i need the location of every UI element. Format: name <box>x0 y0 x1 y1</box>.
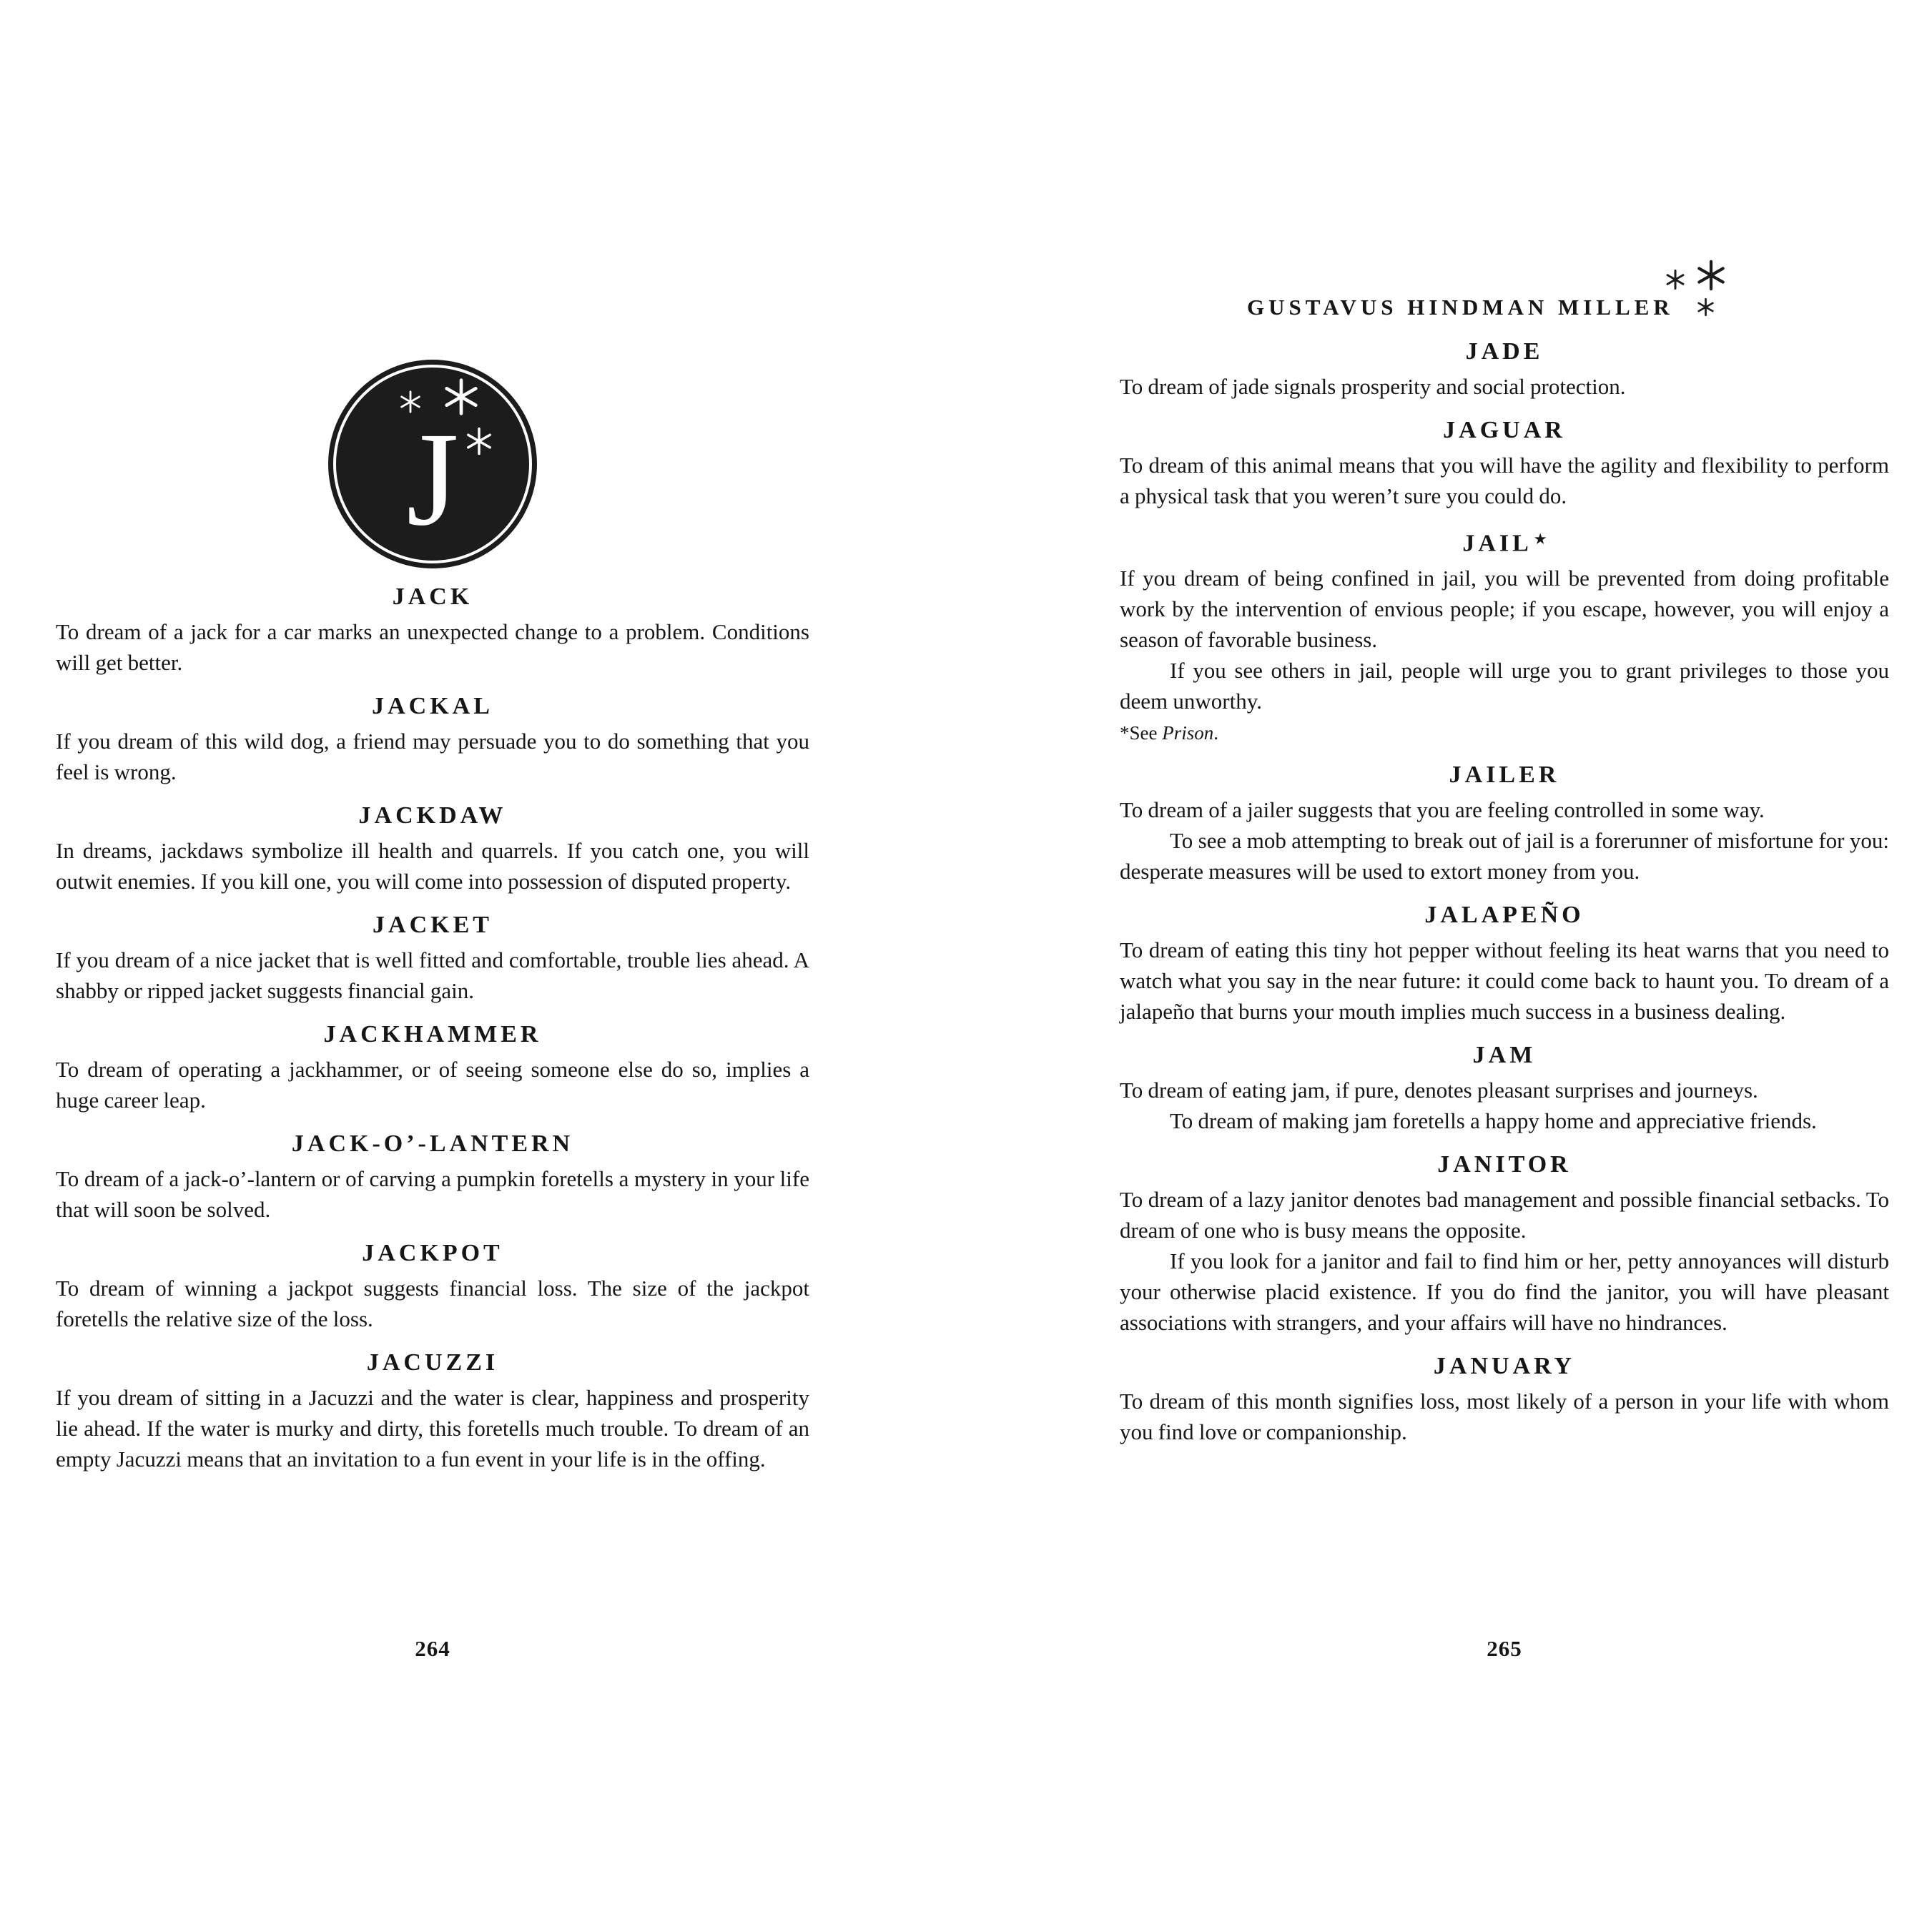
entry-paragraph: To dream of jade signals prosperity and social protection. <box>1120 374 1626 399</box>
entry-term <box>56 691 809 721</box>
sparkle-star-icon <box>464 426 494 456</box>
entry-term-text: JACKET <box>373 912 493 938</box>
entry-term <box>56 581 809 612</box>
entry-paragraph: If you dream of being confined in jail, you will be prevented from doing profitable work by the intervention of envious people; if you escape, however, you will enjoy a season of favorable business. <box>1120 566 1889 653</box>
entry-paragraph: To see a mob attempting to break out of jail is a forerunner of misfortune for you: desperate measures will be used to extort money from you. <box>1120 828 1889 884</box>
dictionary-entry <box>56 691 809 787</box>
dictionary-entry <box>1120 900 1889 1027</box>
dictionary-entry <box>56 910 809 1006</box>
entry-term-text: JAIL <box>1462 530 1532 557</box>
entry-paragraph: In dreams, jackdaws symbolize ill health and quarrels. If you catch one, you will outwit enemies. If you kill one, you will come into possession of disputed property. <box>56 838 809 894</box>
entry-term-text: JANUARY <box>1433 1353 1576 1380</box>
entry-term <box>1120 759 1889 790</box>
entry-term-text: JANITOR <box>1437 1151 1572 1178</box>
footnote-text: . <box>1213 722 1218 744</box>
entry-paragraph: To dream of a jack-o’-lantern or of carving a pumpkin foretells a mystery in your life that will soon be solved. <box>56 1166 809 1222</box>
entry-term <box>56 800 809 831</box>
chapter-letter: J <box>406 404 459 553</box>
entry-term <box>56 1347 809 1378</box>
entry-paragraph: To dream of a jailer suggests that you are feeling controlled in some way. <box>1120 797 1765 823</box>
entry-paragraph: To dream of eating this tiny hot pepper without feeling its heat warns that you need to watch what you say in the near future: it could come back to haunt you. To dream of a jalapeño that burns your mouth implies much success in a business dealing. <box>1120 937 1889 1025</box>
dictionary-entry <box>56 1128 809 1225</box>
footnote-reference-star-icon: ★ <box>1534 532 1547 547</box>
entry-paragraph: To dream of eating jam, if pure, denotes pleasant surprises and journeys. <box>1120 1078 1758 1103</box>
dictionary-entry <box>1120 415 1889 511</box>
sparkle-star-icon <box>1695 259 1728 292</box>
sparkle-star-icon <box>441 377 481 417</box>
dictionary-entry <box>56 581 809 678</box>
footnote-text: *See <box>1120 722 1163 744</box>
dictionary-entry <box>1120 524 1889 746</box>
left-page <box>56 0 809 1932</box>
entry-term-text: JALAPEÑO <box>1424 902 1584 929</box>
sparkle-star-icon <box>1665 269 1686 290</box>
entry-term-text: JAM <box>1472 1042 1537 1069</box>
entry-paragraph: To dream of winning a jackpot suggests financial loss. The size of the jackpot foretells the relative size of the loss. <box>56 1276 809 1331</box>
entry-paragraph: To dream of this month signifies loss, most likely of a person in your life with whom you find love or companionship. <box>1120 1389 1889 1445</box>
running-header-text: GUSTAVUS HINDMAN MILLER <box>1247 295 1674 320</box>
entry-term-text: JACKPOT <box>362 1240 503 1266</box>
entry-paragraph: To dream of making jam foretells a happy home and appreciative friends. <box>1170 1108 1817 1134</box>
dictionary-entry <box>56 1347 809 1474</box>
entry-paragraph: If you dream of a nice jacket that is well fitted and comfortable, trouble lies ahead. A shabby or ripped jacket suggests financial gain. <box>56 947 809 1003</box>
page-number-left: 264 <box>415 1636 450 1661</box>
entry-term-text: JACKDAW <box>358 802 507 829</box>
sparkle-star-icon <box>398 390 423 414</box>
entry-term <box>56 1238 809 1268</box>
right-page <box>1120 0 1889 1932</box>
dictionary-entry <box>56 1238 809 1334</box>
entry-term-text: JACUZZI <box>366 1349 499 1376</box>
sparkle-star-icon <box>1696 297 1715 317</box>
entry-term <box>1120 415 1889 445</box>
entry-paragraph: If you dream of sitting in a Jacuzzi and the water is clear, happiness and prosperity lie ahead. If the water is murky and dirty, this foretells much trouble. To dream of an empty Jacuzzi means that an invitation to a fun event in your life is in the offing. <box>56 1385 809 1472</box>
dictionary-entry <box>1120 1351 1889 1447</box>
entry-paragraph: To dream of this animal means that you will have the agility and flexibility to perform a physical task that you weren’t sure you could do. <box>1120 453 1889 508</box>
entry-term-text: JACK <box>392 583 473 610</box>
right-page-entries <box>1120 336 1889 1447</box>
entry-term <box>1120 900 1889 930</box>
dictionary-entry <box>1120 1149 1889 1338</box>
entry-term <box>1120 336 1889 367</box>
dictionary-entry <box>56 800 809 897</box>
entry-paragraph: If you dream of this wild dog, a friend may persuade you to do something that you feel is wrong. <box>56 729 809 784</box>
running-header <box>1120 286 1889 323</box>
entry-term-text: JACKHAMMER <box>323 1021 542 1048</box>
entry-term-text: JACKAL <box>372 693 493 719</box>
entry-term <box>1120 524 1889 558</box>
entry-term-text: JACK-O’-LANTERN <box>291 1130 574 1157</box>
entry-term-text: JAILER <box>1449 762 1560 789</box>
footnote-text: Prison <box>1162 722 1214 744</box>
entry-term-text: JADE <box>1465 338 1544 365</box>
entry-paragraph: To dream of a lazy janitor denotes bad management and possible financial setbacks. To dream of one who is busy means the opposite. <box>1120 1187 1889 1243</box>
entry-paragraph: To dream of operating a jackhammer, or of seeing someone else do so, implies a huge career leap. <box>56 1057 809 1113</box>
entry-term <box>1120 1040 1889 1070</box>
entry-term <box>56 1019 809 1050</box>
entry-term-text: JAGUAR <box>1443 417 1566 443</box>
entry-paragraph: If you look for a janitor and fail to find him or her, petty annoyances will disturb your otherwise placid existence. If you do find the janitor, you will have pleasant associations with strangers, and your affairs will have no hindrances. <box>1120 1248 1889 1336</box>
dictionary-entry <box>1120 336 1889 402</box>
chapter-letter-badge <box>328 360 537 568</box>
dictionary-entry <box>56 1019 809 1115</box>
dictionary-entry <box>1120 1040 1889 1136</box>
entry-term <box>56 910 809 940</box>
page-number-right: 265 <box>1487 1636 1522 1661</box>
entry-term <box>1120 1149 1889 1180</box>
entry-term <box>56 1128 809 1159</box>
entry-paragraph: To dream of a jack for a car marks an unexpected change to a problem. Conditions will get better. <box>56 619 809 675</box>
left-page-entries <box>56 581 809 1474</box>
entry-paragraph: If you see others in jail, people will urge you to grant privileges to those you deem unworthy. <box>1120 658 1889 714</box>
entry-term <box>1120 1351 1889 1381</box>
entry-footnote <box>1120 719 1889 746</box>
dictionary-entry <box>1120 759 1889 887</box>
